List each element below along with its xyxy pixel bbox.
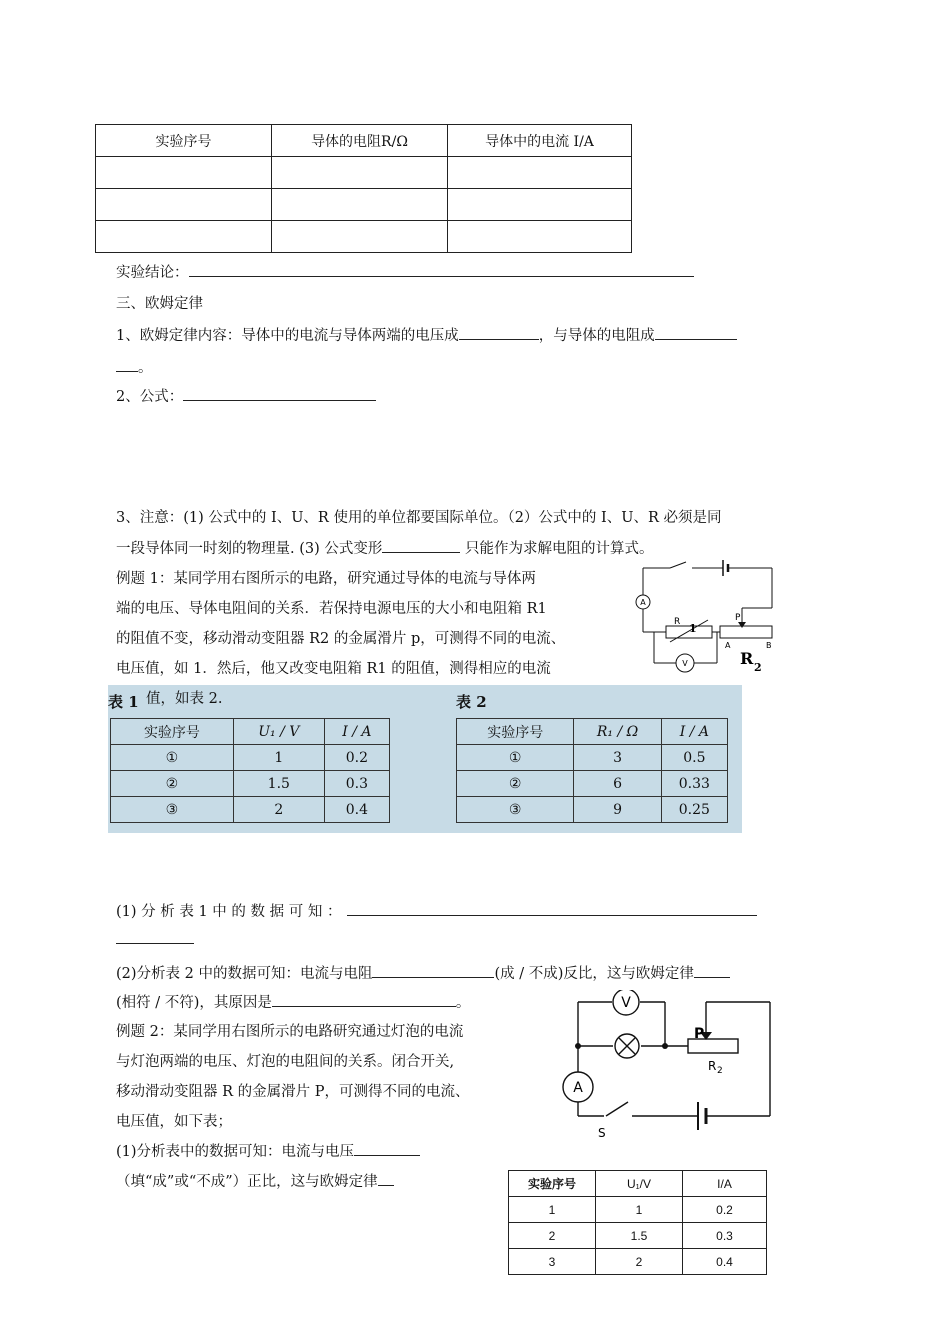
item1-line2 — [116, 356, 153, 377]
table-cell: 0.3 — [324, 771, 389, 797]
table-row — [111, 771, 390, 797]
table-cell: 3 — [574, 745, 661, 771]
table-header-row — [509, 1171, 767, 1197]
table2 — [456, 718, 728, 823]
voltmeter-label: V — [621, 995, 631, 1011]
end-b-label: B — [766, 641, 772, 650]
item3-text-a: 一段导体同一时刻的物理量. (3) 公式变形 — [116, 541, 383, 557]
q2-text-b: (成 / 不成)反比，这与欧姆定律 — [494, 966, 694, 982]
table-header-row — [96, 125, 632, 157]
table-header-row — [457, 719, 728, 745]
table-cell: ① — [457, 745, 574, 771]
table-row — [96, 157, 632, 189]
table-header-cell: U₁/V — [596, 1171, 683, 1197]
end-a-label: A — [725, 641, 731, 650]
table-cell: 2 — [596, 1249, 683, 1275]
formula-variant-blank[interactable] — [382, 538, 460, 553]
r2-subscript: 2 — [754, 661, 762, 674]
example1-line: 电压值，如 1．然后，他又改变电阻箱 R1 的阻值，测得相应的电流 — [116, 661, 551, 677]
item1-line — [116, 324, 737, 345]
table1-label: 表 1 — [108, 693, 139, 711]
example2-q1-line2 — [116, 1170, 394, 1191]
table-row — [509, 1249, 767, 1275]
item1-blank-1[interactable] — [459, 325, 539, 340]
table-cell: 0.33 — [661, 771, 727, 797]
table-row — [509, 1197, 767, 1223]
scanned-tables — [108, 685, 742, 833]
q2-reason-blank[interactable] — [272, 992, 456, 1007]
table-cell: ① — [111, 745, 234, 771]
table-header-cell: I / A — [324, 719, 389, 745]
table-cell: 0.2 — [683, 1197, 767, 1223]
resistance-current-table — [95, 124, 632, 253]
q2-line — [116, 962, 730, 983]
table-header-cell: 实验序号 — [111, 719, 234, 745]
table-cell[interactable] — [448, 221, 632, 253]
item1-text-c: 。 — [138, 360, 153, 376]
table-cell: ② — [457, 771, 574, 797]
q1-blank[interactable] — [347, 901, 757, 916]
table2-label: 表 2 — [456, 693, 487, 711]
q1-line2 — [116, 929, 194, 948]
table-cell: ③ — [457, 797, 574, 823]
conclusion-label: 实验结论： — [116, 265, 189, 281]
table-cell[interactable] — [96, 157, 272, 189]
table-cell: 0.25 — [661, 797, 727, 823]
item1-text-a: 1、欧姆定律内容：导体中的电流与导体两端的电压成 — [116, 328, 459, 344]
ammeter-label: A — [573, 1080, 583, 1096]
table-header-cell: 实验序号 — [509, 1171, 596, 1197]
table-cell: 6 — [574, 771, 661, 797]
item2-line — [116, 385, 376, 406]
table-header-row — [111, 719, 390, 745]
example2-q1-text-b: （填“成”或“不成”）正比，这与欧姆定律 — [116, 1174, 378, 1190]
table-cell: 0.3 — [683, 1223, 767, 1249]
q2-blank-2[interactable] — [694, 963, 730, 978]
example1-line: 端的电压、导体电阻间的关系．若保持电源电压的大小和电阻箱 R1 — [116, 601, 547, 617]
table-cell[interactable] — [96, 189, 272, 221]
circuit-diagram-1 — [622, 560, 782, 680]
table-row — [457, 771, 728, 797]
item3-line1: 3、注意：(1) 公式中的 I、U、R 使用的单位都要国际单位。（2）公式中的 I、U、R 必须是同 — [116, 510, 722, 526]
q2-text-a: (2)分析表 2 中的数据可知：电流与电阻 — [116, 966, 373, 982]
table-cell: 0.2 — [324, 745, 389, 771]
example2-line: 移动滑动变阻器 R 的金属滑片 P，可测得不同的电流、 — [116, 1084, 470, 1100]
item1-blank-2-cont[interactable] — [116, 357, 138, 372]
switch-label: S — [598, 1126, 606, 1140]
table-row — [111, 745, 390, 771]
item3-text-b: 只能作为求解电阻的计算式。 — [460, 541, 654, 557]
section-title: 三、欧姆定律 — [116, 296, 203, 312]
table-cell[interactable] — [272, 157, 448, 189]
example1-line: 例题 1：某同学用右图所示的电路，研究通过导体的电流与导体两 — [116, 571, 536, 587]
table-row — [96, 189, 632, 221]
table-cell: 2 — [233, 797, 324, 823]
table-header-cell: I/A — [683, 1171, 767, 1197]
example1-last-line: 值，如表 2. — [146, 691, 223, 707]
item3-line2 — [116, 537, 653, 558]
table-cell[interactable] — [272, 189, 448, 221]
table-header-cell: 实验序号 — [96, 125, 272, 157]
table-cell: 0.5 — [661, 745, 727, 771]
q2-blank-1[interactable] — [372, 963, 494, 978]
example1-line: 的阻值不变，移动滑动变阻器 R2 的金属滑片 p，可测得不同的电流、 — [116, 631, 566, 647]
table-cell[interactable] — [448, 157, 632, 189]
rheostat-label: R — [708, 1059, 717, 1073]
table-cell: 1 — [233, 745, 324, 771]
example2-q1-blank-2[interactable] — [378, 1171, 394, 1186]
example2-line: 与灯泡两端的电压、灯泡的电阻间的关系。闭合开关, — [116, 1054, 455, 1070]
table-header-cell: R₁ / Ω — [574, 719, 661, 745]
table-header-cell: 导体的电阻R/Ω — [272, 125, 448, 157]
item1-blank-2[interactable] — [655, 325, 737, 340]
example2-q1-text: (1)分析表中的数据可知：电流与电压 — [116, 1144, 355, 1160]
r2-label: R — [740, 649, 754, 668]
table-row — [457, 797, 728, 823]
table-row — [96, 221, 632, 253]
formula-blank[interactable] — [183, 386, 376, 401]
table-header-cell: 导体中的电流 I/A — [448, 125, 632, 157]
table-cell: 1.5 — [596, 1223, 683, 1249]
rheostat-subscript: 2 — [717, 1066, 723, 1076]
item2-text: 2、公式： — [116, 389, 184, 405]
table-cell: 9 — [574, 797, 661, 823]
item1-text-b: ，与导体的电阻成 — [538, 328, 655, 344]
table-cell[interactable] — [272, 221, 448, 253]
example2-line: 例题 2：某同学用右图所示的电路研究通过灯泡的电流 — [116, 1024, 464, 1040]
q2-line2 — [116, 991, 470, 1012]
table-cell: 2 — [509, 1223, 596, 1249]
table1 — [110, 718, 390, 823]
table-cell: 0.4 — [324, 797, 389, 823]
table-cell: 1 — [509, 1197, 596, 1223]
bulb-data-table — [508, 1170, 767, 1275]
table-cell: 1 — [596, 1197, 683, 1223]
table-cell: ③ — [111, 797, 234, 823]
conclusion-blank[interactable] — [189, 262, 694, 277]
table-cell[interactable] — [448, 189, 632, 221]
table-row — [509, 1223, 767, 1249]
ammeter-label: A — [640, 598, 646, 607]
example2-q1-blank[interactable] — [354, 1141, 420, 1156]
q1-line — [116, 900, 757, 921]
circuit-diagram-2 — [548, 990, 778, 1140]
q1-text: (1) 分 析 表 1 中 的 数 据 可 知 ： — [116, 904, 342, 920]
q1-blank-cont[interactable] — [116, 929, 194, 944]
table-cell[interactable] — [96, 221, 272, 253]
conclusion-line — [116, 261, 694, 282]
table-cell: 3 — [509, 1249, 596, 1275]
q2-text-d: 。 — [455, 995, 471, 1011]
r1-subscript: 1 — [689, 622, 697, 635]
example2-q1-line — [116, 1140, 420, 1161]
slider-label: P — [694, 1026, 705, 1042]
r1-label: R — [674, 617, 681, 627]
q2-text-c: (相符 / 不符)，其原因是 — [116, 995, 272, 1011]
table-header-cell: U₁ / V — [233, 719, 324, 745]
table-cell: 1.5 — [233, 771, 324, 797]
table-cell: ② — [111, 771, 234, 797]
table-cell: 0.4 — [683, 1249, 767, 1275]
table-row — [457, 745, 728, 771]
voltmeter-label: V — [682, 659, 688, 668]
table-header-cell: I / A — [661, 719, 727, 745]
table-row — [111, 797, 390, 823]
example2-line: 电压值，如下表； — [116, 1114, 232, 1130]
slider-label: P — [735, 613, 741, 623]
table-header-cell: 实验序号 — [457, 719, 574, 745]
